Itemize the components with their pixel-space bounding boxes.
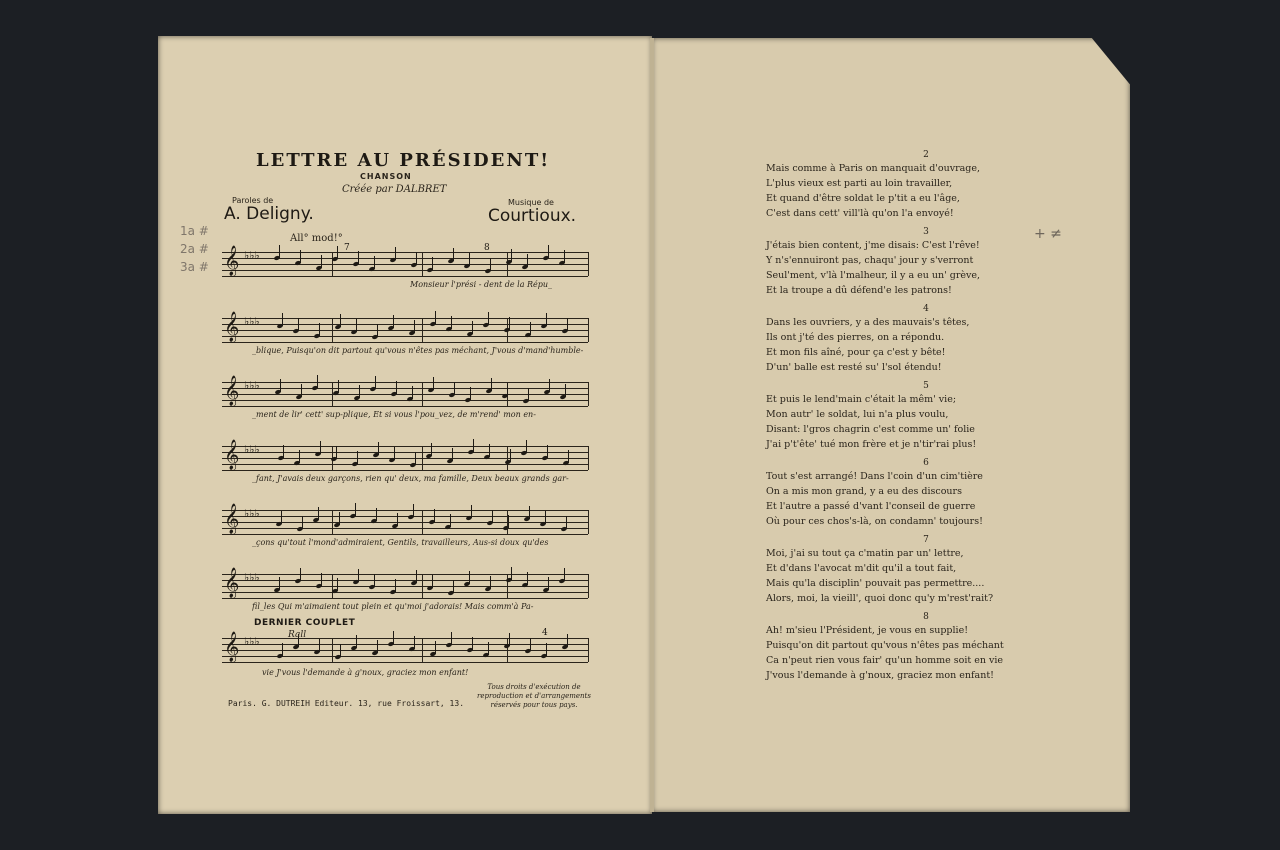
note-stem [488,642,489,655]
subtitle: CHANSON [360,172,412,181]
note-stem [510,449,511,462]
note-stem [470,387,471,400]
note-stem [377,324,378,337]
verses [766,150,1066,689]
note-stem [298,318,299,331]
note-stem [568,450,569,463]
note-stem [469,571,470,584]
note-stem [337,246,338,259]
lyric-line: _çons qu'tout l'mond'admiraient, Gentils, travailleurs, Aus-si doux qu'des [252,538,549,547]
musique-de-label: Musique de [508,198,554,207]
verse-line: Alors, moi, la vieill', quoi donc qu'y m'rest'rait? [766,593,994,604]
note-stem [490,258,491,271]
pencil-notes [180,222,209,276]
lyric-line: _blique, Puisqu'on dit partout qu'vous n'êtes pas méchant, J'vous d'mand'humble- [252,346,584,355]
note-stem [338,380,339,393]
staff-line [222,252,588,253]
note-stem [434,509,435,522]
paroles-de-label: Paroles de [232,196,274,205]
bar-line [332,638,333,662]
treble-clef-icon: 𝄞 [224,440,240,470]
staff-line [222,580,588,581]
note-stem [529,506,530,519]
note-stem [453,580,454,593]
song-title: LETTRE AU PRÉSIDENT! [256,150,551,171]
pencil-note: 3a # [180,260,209,274]
note-stem [356,319,357,332]
bar-line [332,574,333,598]
rall-marking: Rall [288,630,307,640]
note-stem [565,384,566,397]
music-staff [222,568,588,598]
note-stem [300,568,301,581]
treble-clef-icon: 𝄞 [224,504,240,534]
note-stem [547,445,548,458]
note-stem [432,575,433,588]
note-stem [377,640,378,653]
note-stem [511,567,512,580]
note-stem [340,314,341,327]
measure-number: 8 [484,243,490,253]
verse-number: 2 [923,150,929,160]
lyric-line: vie J'vous l'demande à g'noux, graciez mon enfant! [262,668,469,677]
note-stem [492,510,493,523]
note-stem [509,633,510,646]
verse-line: Où pour ces chos's-là, on condamn' toujours! [766,516,983,527]
note-stem [454,382,455,395]
note-stem [452,448,453,461]
lyricist-name: A. Deligny. [224,204,314,224]
note-stem [321,255,322,268]
staff-line [222,406,588,407]
note-stem [528,388,529,401]
note-stem [432,257,433,270]
note-stem [489,444,490,457]
note-stem [415,452,416,465]
treble-clef-icon: 𝄞 [224,246,240,276]
bar-line [422,446,423,470]
staff-line [222,638,588,639]
note-stem [319,323,320,336]
verse [766,150,1066,221]
bar-line [588,574,589,598]
staff-line [222,644,588,645]
verse-line: Seul'ment, v'là l'malheur, il y a eu un' grève, [766,270,981,281]
note-stem [359,385,360,398]
note-stem [282,643,283,656]
note-stem [567,318,568,331]
staff-line [222,534,588,535]
dernier-couplet-label: DERNIER COUPLET [254,618,356,628]
note-stem [451,316,452,329]
note-stem [414,636,415,649]
note-stem [526,440,527,453]
verse-line: J'étais bien content, j'me disais: C'est l'rêve! [766,240,980,251]
treble-clef-icon: 𝄞 [224,632,240,662]
note-stem [339,512,340,525]
verse-line: J'vous l'demande à g'noux, graciez mon enfant! [766,670,994,681]
verse-line: Dans les ouvriers, y a des mauvais's têtes, [766,317,970,328]
bar-line [422,638,423,662]
note-stem [530,322,531,335]
note-stem [378,442,379,455]
verse-number: 6 [923,458,929,468]
staff-line [222,650,588,651]
note-stem [473,439,474,452]
note-stem [395,247,396,260]
page-fold [650,38,654,812]
note-stem [375,376,376,389]
note-stem [416,252,417,265]
bar-line [588,252,589,276]
note-stem [453,248,454,261]
note-stem [431,443,432,456]
note-stem [564,250,565,263]
staff-line [222,452,588,453]
verse-line: L'plus vieux est parti au loin travailler, [766,178,953,189]
note-stem [301,384,302,397]
staff-line [222,510,588,511]
note-stem [395,579,396,592]
note-stem [393,315,394,328]
note-stem [469,253,470,266]
note-stem [300,250,301,263]
verse-line: Et la troupe a dû défend'e les patrons! [766,285,952,296]
verse-line: Et quand d'être soldat le p'tit a eu l'âge, [766,193,960,204]
note-stem [393,631,394,644]
staff-line [222,342,588,343]
note-stem [433,377,434,390]
verse-line: J'ai p't'ête' tué mon frère et je n'tir'rai plus! [766,439,977,450]
verse-line: Ca n'peut rien vous fair' qu'un homme soit en vie [766,655,1003,666]
note-stem [376,508,377,521]
bar-line [507,638,508,662]
verse-line: Moi, j'ai su tout ça c'matin par un' lettre, [766,548,964,559]
staff-line [222,516,588,517]
note-stem [280,379,281,392]
note-stem [490,576,491,589]
bar-line [332,252,333,276]
bar-line [422,252,423,276]
verse-number: 7 [923,535,929,545]
staff-line [222,400,588,401]
lyric-line: fil_les Qui m'aimaient tout plein et qu'moi j'adorais! Mais comm'à Pa- [252,602,534,611]
note-stem [321,573,322,586]
tempo-marking: All° mod!° [290,233,343,244]
note-stem [319,639,320,652]
staff-line [222,446,588,447]
note-stem [281,511,282,524]
music-staff [222,246,588,276]
key-signature-icon: ♭♭♭ [244,443,260,456]
note-stem [412,386,413,399]
note-stem [416,570,417,583]
verse-line: Mais comme à Paris on manquait d'ouvrage, [766,163,981,174]
staff-line [222,318,588,319]
verse [766,458,1066,529]
created-by: Créée par DALBRET [342,184,447,195]
verse-number: 3 [923,227,929,237]
key-signature-icon: ♭♭♭ [244,249,260,262]
note-stem [336,446,337,459]
note-stem [472,637,473,650]
bar-line [588,382,589,406]
note-stem [320,441,321,454]
verse-line: Disant: l'gros chagrin c'est comme un' folie [766,424,975,435]
key-signature-icon: ♭♭♭ [244,379,260,392]
note-stem [564,568,565,581]
staff-line [222,330,588,331]
verse-number: 4 [923,304,929,314]
verse [766,535,1066,606]
note-stem [511,249,512,262]
note-stem [374,256,375,269]
note-stem [451,632,452,645]
staff-line [222,574,588,575]
lyric-line: Monsieur l'prési - dent de la Répu_ [410,280,553,289]
note-stem [356,635,357,648]
note-stem [508,515,509,528]
bar-line [588,318,589,342]
verse-line: Ah! m'sieu l'Président, je vous en supplie! [766,625,969,636]
note-stem [396,381,397,394]
music-staff [222,440,588,470]
note-stem [488,312,489,325]
measure-number: 4 [542,628,548,638]
note-stem [549,379,550,392]
note-stem [358,251,359,264]
music-staff [222,376,588,406]
verse-line: Et puis le lend'main c'était la mêm' vie; [766,394,957,405]
staff-line [222,270,588,271]
publisher-line: Paris. G. DUTREIH Editeur. 13, rue Froissart, 13. [228,699,465,708]
note-stem [358,569,359,582]
note-stem [317,375,318,388]
staff-line [222,276,588,277]
note-stem [394,447,395,460]
note-stem [414,320,415,333]
note-stem [509,317,510,330]
verse-line: Tout s'est arrangé! Dans l'coin d'un cim'tière [766,471,983,482]
note-stem [435,641,436,654]
note-stem [527,572,528,585]
note-stem [548,577,549,590]
verse-line: On a mis mon grand, y a eu des discours [766,486,962,497]
pencil-marks: + ≠ [1034,226,1062,242]
bar-line [507,446,508,470]
verse-line: Et d'dans l'avocat m'dit qu'il a tout fait, [766,563,957,574]
pencil-note: 1a # [180,224,209,238]
bar-line [332,510,333,534]
pencil-note: 2a # [180,242,209,256]
note-stem [507,383,508,396]
treble-clef-icon: 𝄞 [224,312,240,342]
note-stem [546,313,547,326]
treble-clef-icon: 𝄞 [224,376,240,406]
staff-line [222,470,588,471]
note-stem [413,504,414,517]
bar-line [422,574,423,598]
note-stem [491,378,492,391]
note-stem [472,321,473,334]
bar-line [588,446,589,470]
note-stem [302,516,303,529]
staff-line [222,264,588,265]
verse-line: Mon autr' le soldat, lui n'a plus voulu, [766,409,949,420]
verse-number: 8 [923,612,929,622]
note-stem [337,578,338,591]
note-stem [357,451,358,464]
bar-line [588,510,589,534]
note-stem [527,254,528,267]
note-stem [397,513,398,526]
treble-clef-icon: 𝄞 [224,568,240,598]
measure-number: 7 [344,243,350,253]
note-stem [530,638,531,651]
note-stem [282,313,283,326]
verse [766,381,1066,452]
key-signature-icon: ♭♭♭ [244,315,260,328]
music-staff [222,312,588,342]
key-signature-icon: ♭♭♭ [244,507,260,520]
note-stem [374,574,375,587]
note-stem [283,445,284,458]
note-stem [450,514,451,527]
verse-line: D'un' balle est resté su' l'sol étendu! [766,362,942,373]
verse-line: Mais qu'la disciplin' pouvait pas permettre.... [766,578,985,589]
staff-line [222,662,588,663]
bar-line [588,638,589,662]
verse-number: 5 [923,381,929,391]
verse-line: Ils ont j'té des pierres, on a répondu. [766,332,945,343]
note-stem [299,450,300,463]
note-stem [279,577,280,590]
staff-line [222,598,588,599]
note-stem [567,634,568,647]
verse [766,612,1066,683]
staff-line [222,382,588,383]
note-stem [471,505,472,518]
bar-line [422,382,423,406]
composer-name: Courtioux. [488,206,577,226]
note-stem [355,503,356,516]
note-stem [548,245,549,258]
note-stem [546,643,547,656]
verse-line: Y n's'ennuiront pas, chaqu' jour y s'verront [766,255,974,266]
note-stem [340,644,341,657]
staff-line [222,336,588,337]
verse-line: Et l'autre a passé d'vant l'conseil de guerre [766,501,976,512]
verse-line: Puisqu'on dit partout qu'vous n'êtes pas méchant [766,640,1004,651]
note-stem [435,311,436,324]
lyric-line: _fant, J'avais deux garçons, rien qu' deux, ma famille, Deux beaux grands gar- [252,474,569,483]
bar-line [422,318,423,342]
note-stem [566,516,567,529]
staff-line [222,464,588,465]
lyric-line: _ment de lir' cett' sup-plique, Et si vous l'pou_vez, de m'rend' mon en- [252,410,536,419]
verse [766,227,1066,298]
music-staff [222,504,588,534]
verse-line: C'est dans cett' vill'là qu'on l'a envoyé! [766,208,954,219]
staff-line [222,388,588,389]
note-stem [318,507,319,520]
key-signature-icon: ♭♭♭ [244,635,260,648]
note-stem [545,511,546,524]
bar-line [332,318,333,342]
note-stem [279,245,280,258]
bar-line [422,510,423,534]
verse [766,304,1066,375]
key-signature-icon: ♭♭♭ [244,571,260,584]
staff-line [222,528,588,529]
verse-line: Et mon fils aîné, pour ça c'est y bête! [766,347,946,358]
rights-notice: Tous droits d'exécution de reproduction et d'arrangements réservés pour tous pays. [477,683,591,709]
